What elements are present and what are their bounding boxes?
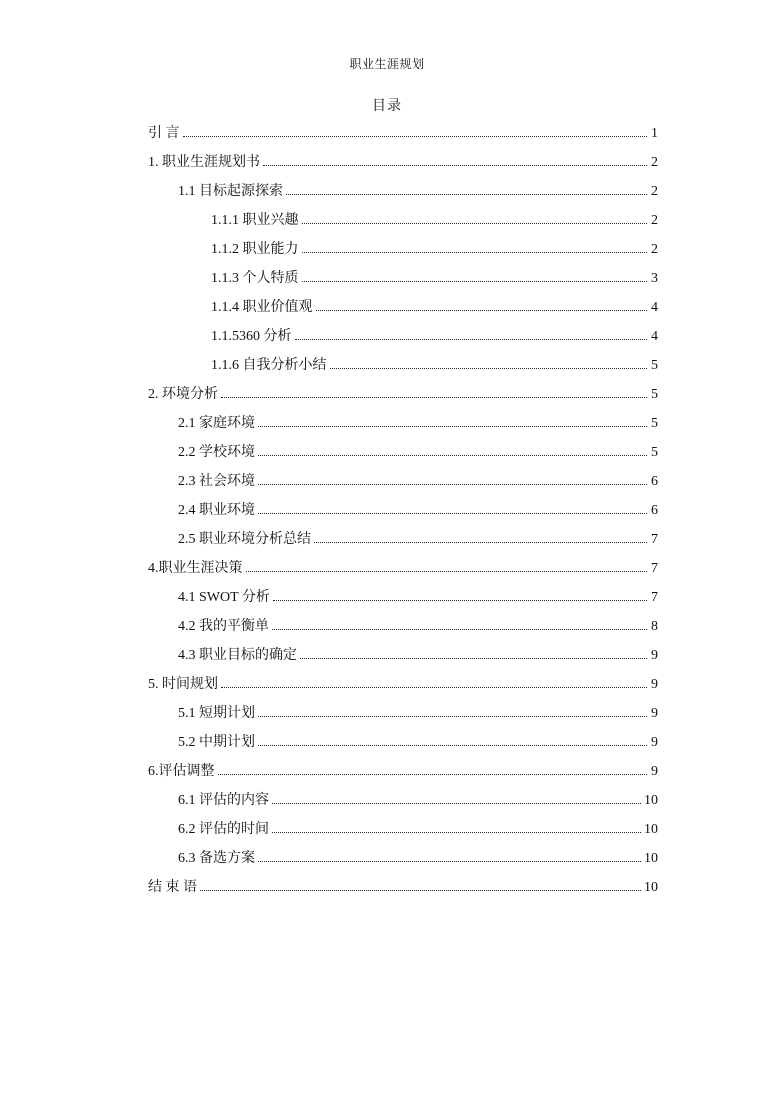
toc-entry-page-number: 4 — [651, 300, 658, 315]
toc-entry[interactable] — [148, 264, 658, 293]
dot-leader — [183, 135, 648, 137]
toc-entry-page-number: 9 — [651, 735, 658, 750]
toc-entry-page-number: 7 — [651, 561, 658, 576]
dot-leader — [302, 251, 648, 253]
toc-entry[interactable] — [148, 177, 658, 206]
toc-entry-page-number: 10 — [644, 880, 658, 895]
dot-leader — [258, 454, 647, 456]
toc-entry[interactable] — [148, 670, 658, 699]
toc-entry-label: 4.1 SWOT 分析 — [178, 590, 270, 605]
dot-leader — [272, 802, 641, 804]
toc-entry-page-number: 9 — [651, 648, 658, 663]
toc-entry[interactable] — [148, 322, 658, 351]
dot-leader — [258, 483, 647, 485]
toc-entry-page-number: 5 — [651, 445, 658, 460]
dot-leader — [272, 628, 647, 630]
toc-entry[interactable] — [148, 409, 658, 438]
toc-entry-page-number: 7 — [651, 590, 658, 605]
toc-entry-page-number: 10 — [644, 822, 658, 837]
toc-entry[interactable] — [148, 728, 658, 757]
toc-entry-page-number: 6 — [651, 474, 658, 489]
dot-leader — [300, 657, 647, 659]
toc-entry-page-number: 10 — [644, 793, 658, 808]
toc-entry-label: 1.1 目标起源探索 — [178, 184, 283, 199]
running-header: 职业生涯规划 — [349, 57, 425, 71]
dot-leader — [316, 309, 648, 311]
toc-entry[interactable] — [148, 844, 658, 873]
toc-entry[interactable] — [148, 496, 658, 525]
toc-entry-label: 2.1 家庭环境 — [178, 416, 255, 431]
dot-leader — [295, 338, 648, 340]
toc-entry[interactable] — [148, 148, 658, 177]
toc-entry-label: 4.3 职业目标的确定 — [178, 648, 297, 663]
dot-leader — [258, 512, 647, 514]
toc-entry-page-number: 9 — [651, 677, 658, 692]
dot-leader — [246, 570, 648, 572]
toc-entry-label: 6.评估调整 — [148, 764, 215, 779]
toc-entry[interactable] — [148, 467, 658, 496]
dot-leader — [286, 193, 647, 195]
toc-entry-page-number: 5 — [651, 416, 658, 431]
toc-entry-page-number: 5 — [651, 358, 658, 373]
dot-leader — [258, 744, 647, 746]
toc-entry-label: 2.5 职业环境分析总结 — [178, 532, 311, 547]
toc-entry-label: 6.1 评估的内容 — [178, 793, 269, 808]
dot-leader — [218, 773, 648, 775]
toc-entry[interactable] — [148, 380, 658, 409]
toc-entry-page-number: 8 — [651, 619, 658, 634]
dot-leader — [314, 541, 647, 543]
toc-entry-label: 2.3 社会环境 — [178, 474, 255, 489]
toc-entry[interactable] — [148, 612, 658, 641]
toc-entry-page-number: 5 — [651, 387, 658, 402]
toc-entry[interactable] — [148, 815, 658, 844]
toc-entry-page-number: 3 — [651, 271, 658, 286]
toc-entry[interactable] — [148, 351, 658, 380]
toc-entry[interactable] — [148, 438, 658, 467]
toc-entry[interactable] — [148, 873, 658, 902]
toc-entry[interactable] — [148, 641, 658, 670]
dot-leader — [258, 715, 647, 717]
toc-entry-label: 结 束 语 — [148, 880, 197, 895]
toc-entry[interactable] — [148, 293, 658, 322]
toc-entry[interactable] — [148, 757, 658, 786]
toc-entry-page-number: 2 — [651, 184, 658, 199]
toc-entry-page-number: 2 — [651, 213, 658, 228]
dot-leader — [272, 831, 641, 833]
toc-entry-label: 1.1.3 个人特质 — [211, 271, 299, 286]
toc-entry-label: 2.4 职业环境 — [178, 503, 255, 518]
dot-leader — [221, 686, 647, 688]
toc-entry-page-number: 10 — [644, 851, 658, 866]
toc-entry-page-number: 9 — [651, 706, 658, 721]
toc-entry-page-number: 2 — [651, 242, 658, 257]
toc-entry-label: 5.2 中期计划 — [178, 735, 255, 750]
toc-entry[interactable] — [148, 235, 658, 264]
toc-entry[interactable] — [148, 119, 658, 148]
toc-entry-label: 6.2 评估的时间 — [178, 822, 269, 837]
toc-entry-label: 1.1.1 职业兴趣 — [211, 213, 299, 228]
toc-entry[interactable] — [148, 525, 658, 554]
toc-entry-label: 5.1 短期计划 — [178, 706, 255, 721]
toc-entry-page-number: 6 — [651, 503, 658, 518]
toc-entry-page-number: 4 — [651, 329, 658, 344]
toc-entry-page-number: 7 — [651, 532, 658, 547]
toc-entry[interactable] — [148, 206, 658, 235]
toc-entry-label: 引 言 — [148, 126, 180, 141]
toc-entry-page-number: 1 — [651, 126, 658, 141]
toc-entry-label: 4.2 我的平衡单 — [178, 619, 269, 634]
toc-entry-page-number: 2 — [651, 155, 658, 170]
toc-entry[interactable] — [148, 583, 658, 612]
toc-entry[interactable] — [148, 786, 658, 815]
toc-title: 目录 — [372, 99, 402, 114]
toc-entry-label: 5. 时间规划 — [148, 677, 218, 692]
toc-entry-label: 1.1.5360 分析 — [211, 329, 292, 344]
dot-leader — [302, 222, 648, 224]
toc-entry-label: 4.职业生涯决策 — [148, 561, 243, 576]
toc-entry[interactable] — [148, 699, 658, 728]
dot-leader — [330, 367, 648, 369]
toc-entry-label: 1.1.4 职业价值观 — [211, 300, 313, 315]
dot-leader — [200, 889, 641, 891]
dot-leader — [302, 280, 648, 282]
dot-leader — [258, 425, 647, 427]
toc-entry-label: 2. 环境分析 — [148, 387, 218, 402]
toc-entry[interactable] — [148, 554, 658, 583]
toc-entry-label: 1.1.6 自我分析小结 — [211, 358, 327, 373]
toc-entry-label: 1. 职业生涯规划书 — [148, 155, 260, 170]
toc-entry-label: 6.3 备选方案 — [178, 851, 255, 866]
dot-leader — [263, 164, 647, 166]
dot-leader — [221, 396, 647, 398]
toc-entry-label: 1.1.2 职业能力 — [211, 242, 299, 257]
table-of-contents — [148, 119, 658, 902]
dot-leader — [273, 599, 647, 601]
toc-entry-label: 2.2 学校环境 — [178, 445, 255, 460]
dot-leader — [258, 860, 641, 862]
toc-entry-page-number: 9 — [651, 764, 658, 779]
